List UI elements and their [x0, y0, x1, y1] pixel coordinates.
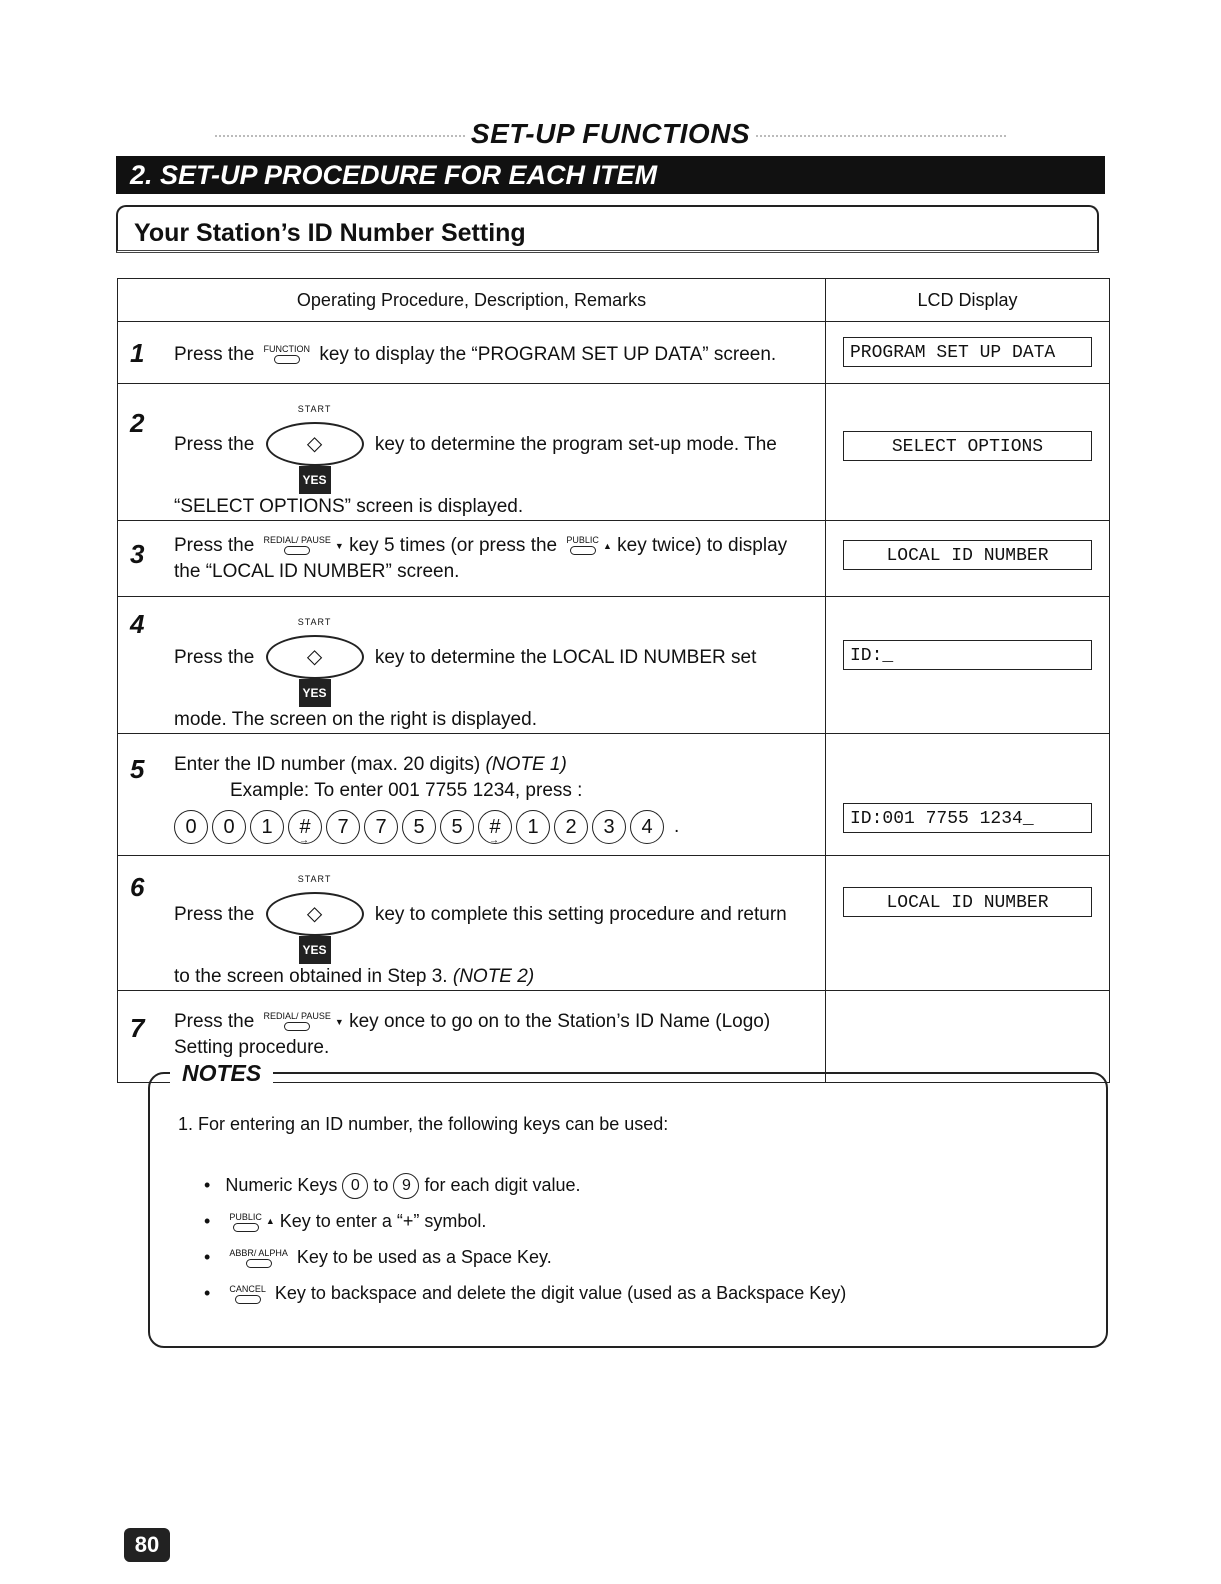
lcd-display: ID:_ [843, 640, 1092, 670]
step-text: key 5 times (or press the [349, 535, 558, 556]
step-1-procedure [118, 322, 826, 384]
step-4-lcd [826, 597, 1110, 734]
hash-key-icon: # → [288, 810, 322, 844]
step-text: key to determine the LOCAL ID NUMBER set [374, 647, 757, 669]
digit-key-icon: 4 [630, 810, 664, 844]
digit-key-icon: 7 [364, 810, 398, 844]
step-6-procedure [118, 856, 826, 991]
lcd-display: PROGRAM SET UP DATA [843, 337, 1092, 367]
note-item-1: 1. For entering an ID number, the following keys can be used: [178, 1114, 669, 1134]
numeric-key-9-icon: 9 [393, 1173, 419, 1199]
note-ref: (NOTE 1) [485, 754, 567, 775]
col-header-lcd: LCD Display [826, 279, 1110, 322]
digit-key-icon: 0 [174, 810, 208, 844]
abbr-alpha-key-icon: ABBR/ ALPHA [229, 1249, 288, 1268]
step-text: key twice) to display [617, 535, 788, 556]
step-number: 7 [130, 1013, 145, 1043]
page-number: 80 [124, 1528, 170, 1562]
step-text: Press the [174, 434, 255, 456]
step-3-procedure: 3 Press the REDIAL/ PAUSE ▼ key 5 times (or press the PUBLIC ▲ key twice) to display the “LOCAL ID NUMBER” screen. [118, 521, 826, 597]
step-text: the “LOCAL ID NUMBER” screen. [174, 561, 460, 582]
step-text: Press the [174, 1011, 255, 1032]
digit-key-sequence [174, 810, 811, 844]
table-row [118, 856, 1110, 991]
step-2-procedure [118, 384, 826, 521]
notes-box [148, 1060, 1108, 1348]
table-row [118, 384, 1110, 521]
step-text: Setting procedure. [174, 1037, 330, 1058]
procedure-banner: 2. SET-UP PROCEDURE FOR EACH ITEM [116, 156, 1105, 194]
notes-title: NOTES [170, 1060, 273, 1087]
start-key-icon: START ◇ YES [266, 866, 364, 964]
step-text: “SELECT OPTIONS” screen is displayed. [174, 496, 524, 517]
step-text: Press the [174, 344, 255, 365]
step-5-procedure [118, 734, 826, 856]
lcd-display: ID:001 7755 1234_ [843, 803, 1092, 833]
step-3-lcd [826, 521, 1110, 597]
lcd-display: SELECT OPTIONS [843, 431, 1092, 461]
step-text: key to determine the program set-up mode. The [374, 434, 777, 456]
sequence-end: . [674, 816, 680, 837]
table-row [118, 521, 1110, 597]
step-text: key once to go on to the Station’s ID Name (Logo) [349, 1011, 771, 1032]
table-header-row [118, 279, 1110, 322]
procedure-table [117, 278, 1110, 1083]
lcd-display: LOCAL ID NUMBER [843, 887, 1092, 917]
table-row [118, 734, 1110, 856]
step-text: Enter the ID number (max. 20 digits) [174, 754, 481, 775]
start-key-icon: START ◇ YES [266, 396, 364, 494]
step-7-procedure: 7 Press the REDIAL/ PAUSE ▼ key once to go on to the Station’s ID Name (Logo) Setting procedure. [118, 991, 826, 1083]
digit-key-icon: 1 [250, 810, 284, 844]
redial-pause-key-icon: REDIAL/ PAUSE [264, 536, 331, 555]
step-7-lcd [826, 991, 1110, 1083]
list-item: • CANCEL Key to backspace and delete the digit value (used as a Backspace Key) [204, 1278, 846, 1314]
section-title: SET-UP FUNCTIONS [0, 118, 1221, 150]
public-key-icon: PUBLIC [229, 1213, 262, 1232]
page-subheading: Your Station’s ID Number Setting [116, 205, 1099, 253]
step-text: Press the [174, 535, 255, 556]
function-key-icon: FUNCTION [264, 345, 311, 364]
col-header-procedure: Operating Procedure, Description, Remarks [118, 279, 826, 322]
step-4-procedure [118, 597, 826, 734]
step-2-lcd [826, 384, 1110, 521]
step-number: 1 [130, 338, 145, 368]
step-number: 5 [130, 754, 145, 784]
start-key-icon: START ◇ YES [266, 609, 364, 707]
redial-pause-key-icon: REDIAL/ PAUSE [264, 1012, 331, 1031]
digit-key-icon: 5 [402, 810, 436, 844]
step-text: mode. The screen on the right is displayed. [174, 709, 537, 730]
digit-key-icon: 3 [592, 810, 626, 844]
step-number: 3 [130, 539, 145, 569]
digit-key-icon: 0 [212, 810, 246, 844]
lcd-display: LOCAL ID NUMBER [843, 540, 1092, 570]
step-6-lcd [826, 856, 1110, 991]
digit-key-icon: 5 [440, 810, 474, 844]
step-number: 2 [130, 408, 145, 438]
step-number: 6 [130, 872, 145, 902]
list-item: • PUBLIC ▲ Key to enter a “+” symbol. [204, 1206, 846, 1242]
public-key-icon: PUBLIC [566, 536, 599, 555]
hash-key-icon: # → [478, 810, 512, 844]
step-1-lcd [826, 322, 1110, 384]
step-text: to the screen obtained in Step 3. [174, 966, 448, 987]
step-text: Press the [174, 904, 255, 926]
digit-key-icon: 2 [554, 810, 588, 844]
list-item: • ABBR/ ALPHA Key to be used as a Space Key. [204, 1242, 846, 1278]
step-text: Press the [174, 647, 255, 669]
step-text: key to display the “PROGRAM SET UP DATA” screen. [319, 344, 777, 365]
step-example: Example: To enter 001 7755 1234, press : [230, 780, 583, 801]
digit-key-icon: 7 [326, 810, 360, 844]
step-5-lcd [826, 734, 1110, 856]
cancel-key-icon: CANCEL [229, 1285, 266, 1304]
note-ref: (NOTE 2) [452, 966, 535, 987]
step-text: key to complete this setting procedure and return [374, 904, 787, 926]
table-row [118, 322, 1110, 384]
step-number: 4 [130, 609, 145, 639]
notes-key-list [204, 1170, 846, 1314]
numeric-key-0-icon: 0 [342, 1173, 368, 1199]
table-row [118, 597, 1110, 734]
list-item: • Numeric Keys 0 to 9 for each digit value. [204, 1170, 846, 1206]
digit-key-icon: 1 [516, 810, 550, 844]
